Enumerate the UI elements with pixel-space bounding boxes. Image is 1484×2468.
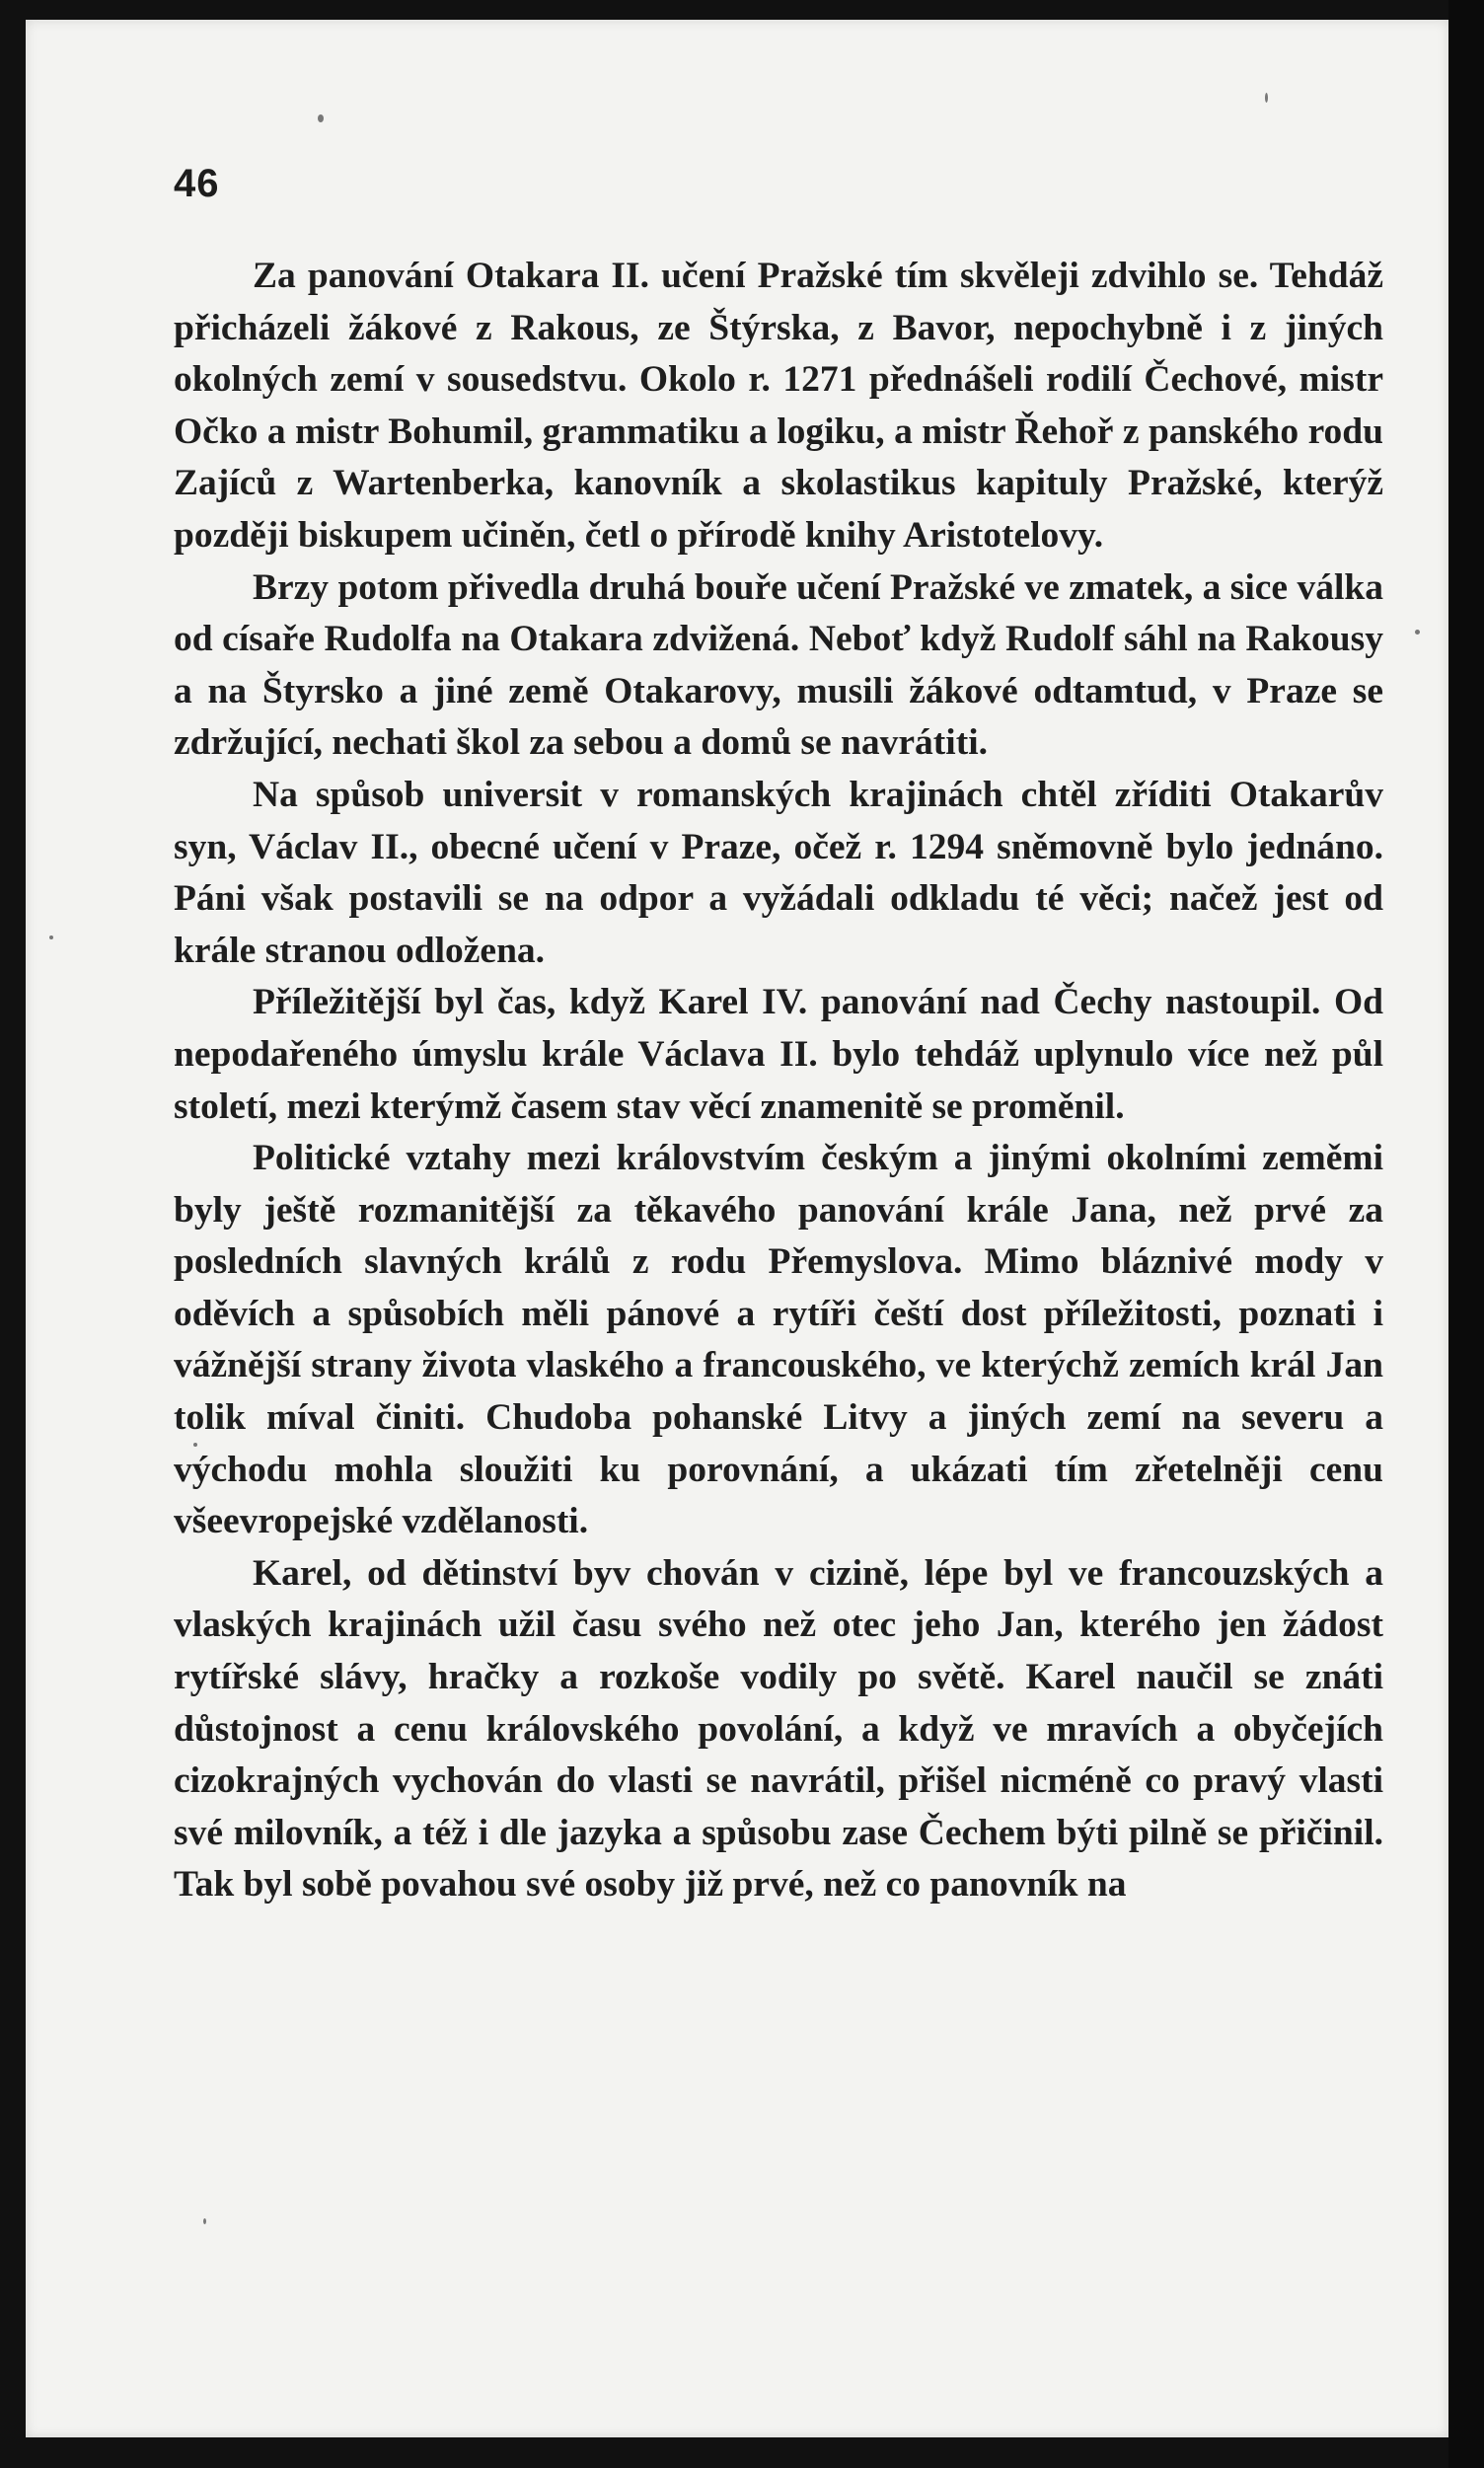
page-number: 46: [174, 162, 220, 205]
paragraph: Brzy potom přivedla druhá bouře učení Pražské ve zmatek, a sice válka od císaře Rudolfa na Otakara zdvižená. Neboť když Rudolf sáhl na Rakousy a na Štyrsko a jiné země Otakarovy, musili žákové odtamtud, v Praze se zdržující, nechati škol za sebou a domů se navrátiti.: [174, 566, 1383, 764]
body-text: [174, 251, 1383, 1911]
scan-speck: [318, 114, 324, 122]
paragraph: Karel, od dětinství byv chován v cizině, lépe byl ve francouzských a vlaských krajinách užil času svého než otec jeho Jan, kterého jen žádost rytířské slávy, hračky a rozkoše vodily po světě. Karel naučil se znáti důstojnost a cenu královského povolání, a když ve mravích a obyčejích cizokrajných vychován do vlasti se navrátil, přišel nicméně co pravý vlasti své milovník, a též i dle jazyka a spůsobu zase Čechem býti pilně se přičinil. Tak byl sobě povahou své osoby již prvé, než co panovník na: [174, 1552, 1383, 1906]
paragraph: Příležitější byl čas, když Karel IV. panování nad Čechy nastoupil. Od nepodařeného úmyslu krále Václava II. bylo tehdáž uplynulo více než půl století, mezi kterýmž časem stav věcí znamenitě se proměnil.: [174, 982, 1383, 1127]
scan-speck: [1415, 630, 1420, 635]
scan-speck: [203, 2218, 206, 2224]
scan-right-edge: [1448, 0, 1484, 2468]
paragraph: Na spůsob universit v romanských krajinách chtěl zříditi Otakarův syn, Václav II., obecné učení v Praze, očež r. 1294 sněmovně bylo jednáno. Páni však postavili se na odpor a vyžádali odkladu té věci; načež jest od krále stranou odložena.: [174, 774, 1383, 971]
paragraph: Politické vztahy mezi královstvím českým a jinými okolními zeměmi byly ještě rozmanitější za těkavého panování krále Jana, než prvé za posledních slavných králů z rodu Přemyslova. Mimo bláznivé mody v oděvích a spůsobích měli pánové a rytíři čeští dost příležitosti, poznati i vážnější strany života vlaského a francouského, ve kterýchž zemích král Jan tolik míval činiti. Chudoba pohanské Litvy a jiných zemí na severu a východu mohla sloužiti ku porovnání, a ukázati tím zřetelněji cenu všeevropejské vzdělanosti.: [174, 1138, 1383, 1542]
scan-speck: [1265, 93, 1268, 103]
paragraph: Za panování Otakara II. učení Pražské tím skvěleji zdvihlo se. Tehdáž přicházeli žákové z Rakous, ze Štýrska, z Bavor, nepochybně i z jiných okolných zemí v sousedstvu. Okolo r. 1271 přednášeli rodilí Čechové, mistr Očko a mistr Bohumil, grammatiku a logiku, a mistr Řehoř z panského rodu Zajíců z Wartenberka, kanovník a skolastikus kapituly Pražské, kterýž později biskupem učiněn, četl o přírodě knihy Aristotelovy.: [174, 256, 1383, 556]
scan-speck: [49, 935, 53, 939]
